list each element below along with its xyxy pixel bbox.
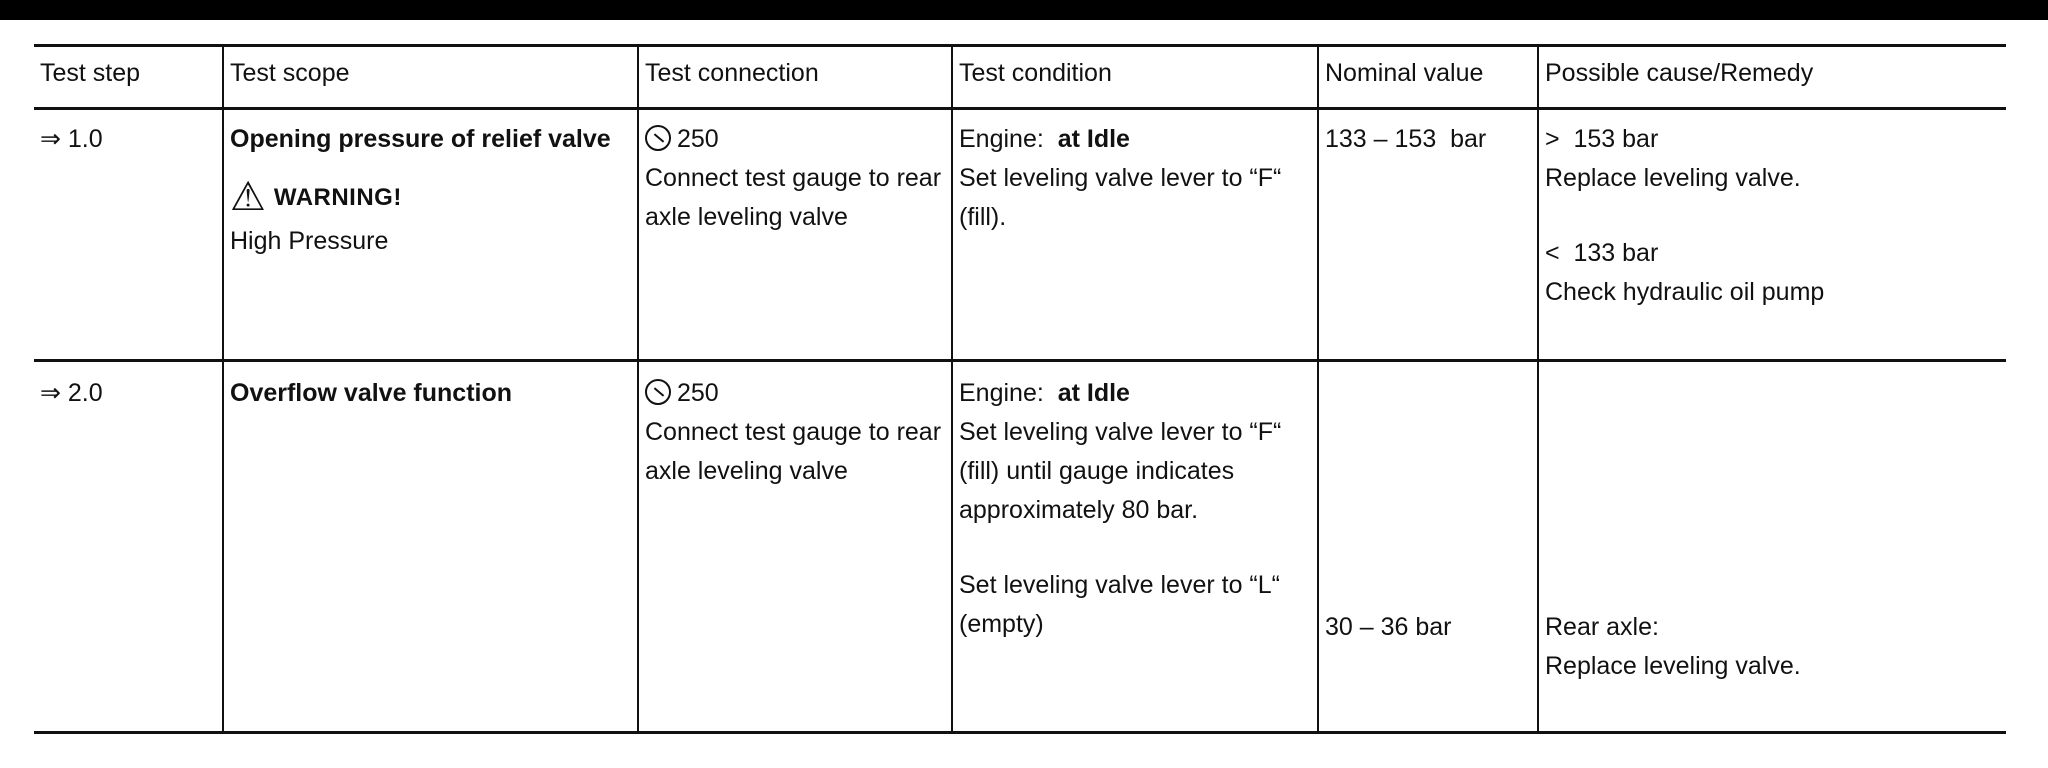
row2-condition-text-2: Set leveling valve lever to “L“ (empty) bbox=[959, 571, 1280, 638]
row2-condition-text-1: Set leveling valve lever to “F“ (fill) until gauge indicates approximately 80 bar. bbox=[959, 418, 1282, 524]
row1-connection-text: Connect test gauge to rear axle leveling valve bbox=[645, 164, 942, 231]
warning-label bbox=[230, 177, 402, 217]
row1-scope-title: Opening pressure of relief valve bbox=[230, 125, 611, 153]
row2-test-connection bbox=[645, 374, 945, 491]
warning-text: WARNING! bbox=[273, 183, 402, 211]
row1-engine-label: Engine: bbox=[959, 125, 1044, 153]
row2-cause-text: Replace leveling valve. bbox=[1545, 652, 1801, 680]
row1-cause-1-text: Replace leveling valve. bbox=[1545, 164, 1801, 192]
row-separator-rule bbox=[34, 359, 2006, 362]
header-test-condition: Test condition bbox=[959, 59, 1112, 87]
row1-nominal-value: 133 – 153 bar bbox=[1325, 125, 1487, 153]
row1-warning-note: High Pressure bbox=[230, 227, 389, 255]
row1-test-step: ⇒ 1.0 bbox=[40, 125, 103, 153]
row1-engine-value: at Idle bbox=[1057, 125, 1130, 153]
pressure-gauge-icon bbox=[645, 379, 671, 405]
row2-connection-text: Connect test gauge to rear axle leveling valve bbox=[645, 418, 942, 485]
row2-nominal-value: 30 – 36 bar bbox=[1325, 613, 1452, 641]
row1-cause-1-head: > 153 bar bbox=[1545, 125, 1659, 153]
header-test-step: Test step bbox=[40, 59, 141, 87]
header-possible-cause: Possible cause/Remedy bbox=[1545, 59, 1814, 87]
col-rule-1 bbox=[222, 44, 224, 734]
row2-test-step: ⇒ 2.0 bbox=[40, 379, 103, 407]
table-top-rule bbox=[34, 44, 2006, 47]
row2-engine-value: at Idle bbox=[1057, 379, 1130, 407]
header-bottom-rule bbox=[34, 107, 2006, 110]
row1-test-connection bbox=[645, 120, 945, 237]
col-rule-2 bbox=[637, 44, 639, 734]
col-rule-4 bbox=[1317, 44, 1319, 734]
row1-cause-2-text: Check hydraulic oil pump bbox=[1545, 278, 1825, 306]
row2-cause-head: Rear axle: bbox=[1545, 613, 1659, 641]
row1-test-condition bbox=[959, 120, 1311, 237]
table-bottom-rule bbox=[34, 731, 2006, 734]
diagnostic-table bbox=[34, 44, 2006, 734]
header-test-connection: Test connection bbox=[645, 59, 819, 87]
header-nominal-value: Nominal value bbox=[1325, 59, 1484, 87]
row1-gauge-value: 250 bbox=[677, 125, 719, 153]
row2-engine-label: Engine: bbox=[959, 379, 1044, 407]
top-black-bar bbox=[0, 0, 2048, 20]
header-test-scope: Test scope bbox=[230, 59, 350, 87]
row2-gauge-value: 250 bbox=[677, 379, 719, 407]
col-rule-5 bbox=[1537, 44, 1539, 734]
row1-cause-2-head: < 133 bar bbox=[1545, 239, 1659, 267]
row1-condition-text: Set leveling valve lever to “F“ (fill). bbox=[959, 164, 1282, 231]
col-rule-3 bbox=[951, 44, 953, 734]
row2-test-scope: Overflow valve function bbox=[230, 379, 513, 407]
pressure-gauge-icon bbox=[645, 125, 671, 151]
row2-test-condition bbox=[959, 374, 1311, 644]
warning-triangle-icon: ⚠ bbox=[230, 175, 266, 219]
row1-test-scope bbox=[230, 120, 620, 261]
row1-possible-cause bbox=[1545, 120, 1995, 312]
row2-possible-cause bbox=[1545, 608, 1995, 686]
